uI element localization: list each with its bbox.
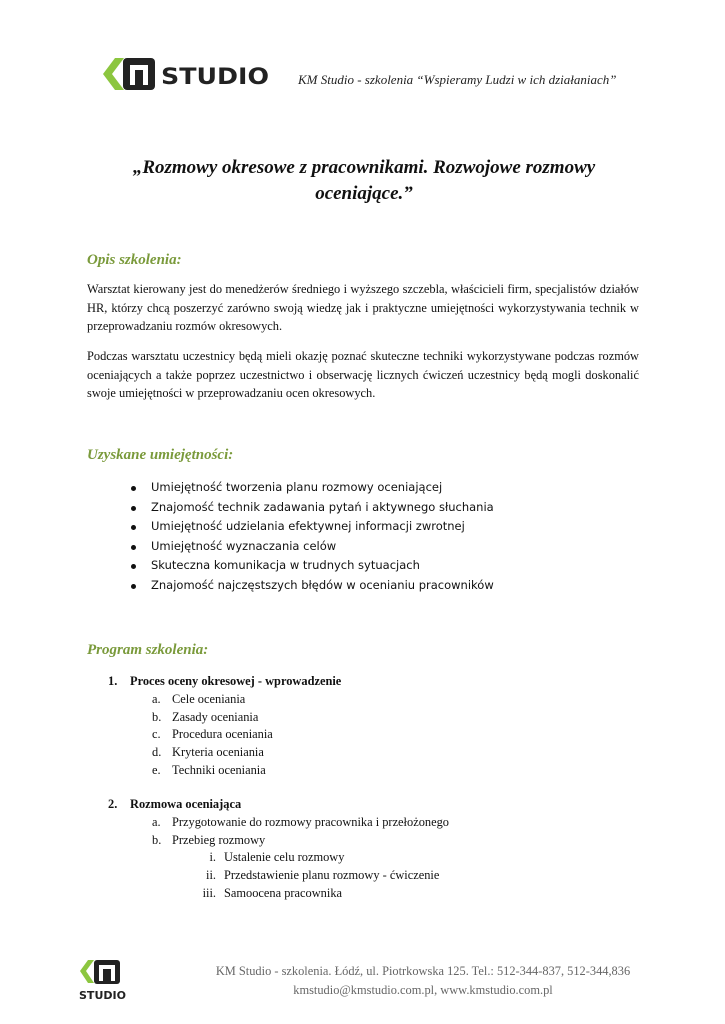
logo-m-block — [94, 960, 120, 984]
list-item: e. Techniki oceniania — [152, 762, 266, 777]
list-item: Skuteczna komunikacja w trudnych sytuacjach — [130, 556, 494, 576]
logo-text: STUDIO — [161, 65, 269, 90]
title-line-2: oceniające.” — [315, 183, 413, 204]
module-title: 2. Rozmowa oceniająca — [108, 797, 242, 811]
logo-k-mark — [103, 58, 124, 90]
list-item: d. Kryteria oceniania — [152, 745, 264, 760]
km-studio-logo — [103, 57, 271, 91]
list-item: ii. Przedstawienie planu rozmowy - ćwiczenie — [206, 868, 440, 883]
logo-k-mark — [80, 960, 94, 983]
program-module-2 — [108, 796, 449, 903]
list-item: a. Cele oceniania — [152, 691, 246, 706]
skills-heading: Uzyskane umiejętności: — [87, 447, 234, 463]
list-item: i. Ustalenie celu rozmowy — [209, 850, 345, 865]
list-item: c. Procedura oceniania — [152, 727, 273, 742]
list-item: iii. Samoocena pracownika — [202, 885, 343, 900]
list-item: a. Przygotowanie do rozmowy pracownika i przełożonego — [152, 814, 449, 829]
list-item: Umiejętność tworzenia planu rozmowy oceniającej — [130, 478, 494, 498]
title-line-1: „Rozmowy okresowe z pracownikami. Rozwojowe rozmowy — [132, 157, 596, 178]
list-item: b. Przebieg rozmowy — [152, 832, 266, 847]
description-heading: Opis szkolenia: — [87, 252, 182, 268]
program-module-1 — [108, 673, 341, 780]
program-heading: Program szkolenia: — [87, 642, 209, 658]
footer-contact — [180, 962, 666, 1000]
list-item: Umiejętność wyznaczania celów — [130, 537, 494, 557]
footer-email-web: kmstudio@kmstudio.com.pl, www.kmstudio.com.pl — [293, 983, 553, 997]
header-tagline: KM Studio - szkolenia “Wspieramy Ludzi w ich działaniach” — [298, 72, 617, 87]
footer-logo — [78, 958, 128, 1002]
footer-address: KM Studio - szkolenia. Łódź, ul. Piotrkowska 125. Tel.: 512-344-837, 512-344,836 — [215, 964, 631, 978]
logo-m-block — [123, 58, 155, 90]
list-item: Umiejętność udzielania efektywnej informacji zwrotnej — [130, 517, 494, 537]
document-title — [100, 155, 628, 207]
list-item: b. Zasady oceniania — [152, 709, 259, 724]
skills-list — [130, 478, 494, 596]
module-title: 1. Proces oceny okresowej - wprowadzenie — [108, 674, 342, 688]
description-paragraph: Warsztat kierowany jest do menedżerów średniego i wyższego szczebla, właścicieli firm, specjalistów działów HR, którzy chcą poszerzyć zarówno swoją wiedzę jak i praktyczne umiejętności wykorzystywania technik w przeprowadzaniu rozmów okresowych. — [87, 282, 639, 334]
logo-text: STUDIO — [79, 989, 126, 1002]
description-paragraph: Podczas warsztatu uczestnicy będą mieli okazję poznać skuteczne techniki wykorzystywane podczas rozmów oceniających a także poprzez uczestnictwo i obserwację licznych ćwiczeń uczestnicy będą mogli doskonalić swoje umiejętności w przeprowadzaniu ocen okresowych. — [87, 349, 639, 401]
list-item: Znajomość najczęstszych błędów w ocenianiu pracowników — [130, 576, 494, 596]
list-item: Znajomość technik zadawania pytań i aktywnego słuchania — [130, 498, 494, 518]
